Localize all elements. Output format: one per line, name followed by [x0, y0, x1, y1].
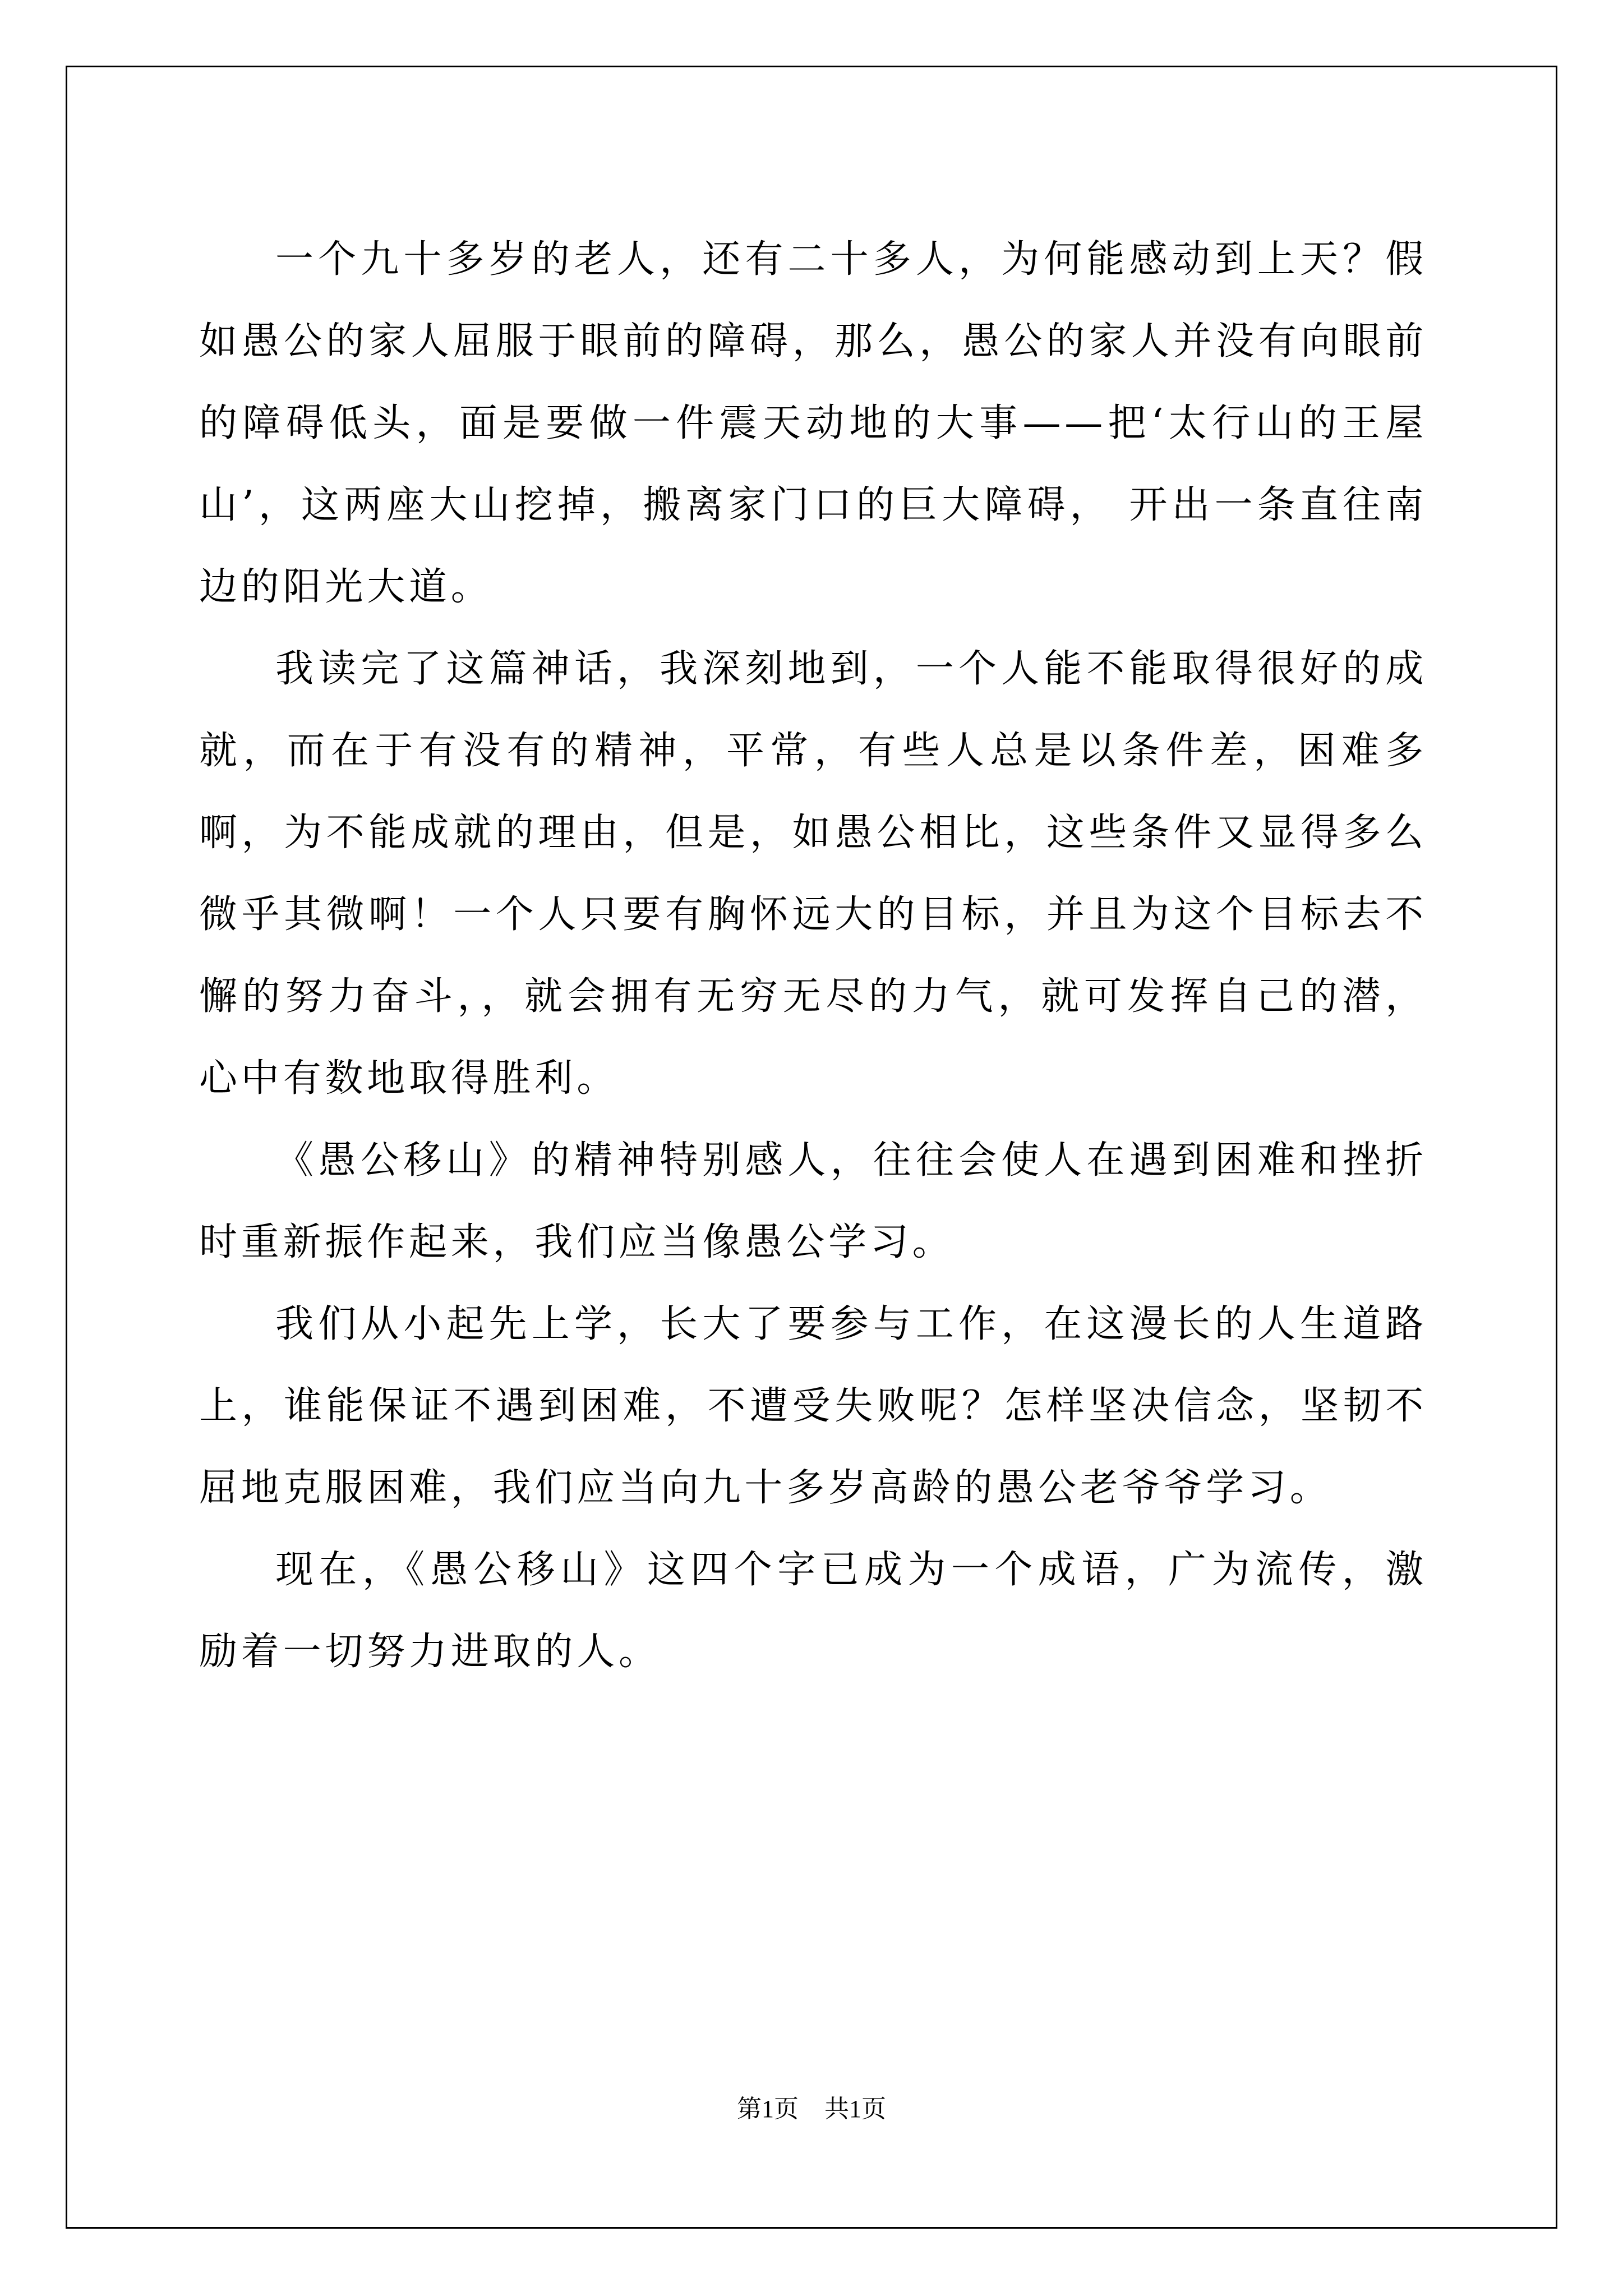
paragraph-4: 我们从小起先上学，长大了要参与工作，在这漫长的人生道路上，谁能保证不遇到困难，不遭受失败呢？怎样坚决信念，坚韧不屈地克服困难，我们应当向九十多岁高龄的愚公老爷爷学习。	[199, 1302, 1427, 1510]
page-number: 第1页	[737, 2095, 799, 2123]
paragraph-5: 现在，《愚公移山》这四个字已成为一个成语，广为流传，激励着一切努力进取的人。	[199, 1548, 1427, 1674]
page-footer	[0, 2092, 1623, 2126]
paragraph-3: 《愚公移山》的精神特别感人，往往会使人在遇到困难和挫折时重新振作起来，我们应当像愚公学习。	[199, 1138, 1427, 1264]
paragraph-2: 我读完了这篇神话，我深刻地到，一个人能不能取得很好的成就，而在于有没有的精神，平常，有些人总是以条件差，困难多啊，为不能成就的理由，但是，如愚公相比，这些条件又显得多么微乎其微啊！一个人只要有胸怀远大的目标，并且为这个目标去不懈的努力奋斗，，就会拥有无穷无尽的力气，就可发挥自己的潜，心中有数地取得胜利。	[199, 647, 1427, 1101]
page-total: 共1页	[824, 2095, 886, 2123]
paragraph-1: 一个九十多岁的老人，还有二十多人，为何能感动到上天？假如愚公的家人屈服于眼前的障碍，那么，愚公的家人并没有向眼前的障碍低头，面是要做一件震天动地的大事——把‘太行山的王屋山’，这两座大山挖掉，搬离家门口的巨大障碍， 开出一条直往南边的阳光大道。	[199, 237, 1427, 609]
document-body	[199, 219, 1427, 1693]
